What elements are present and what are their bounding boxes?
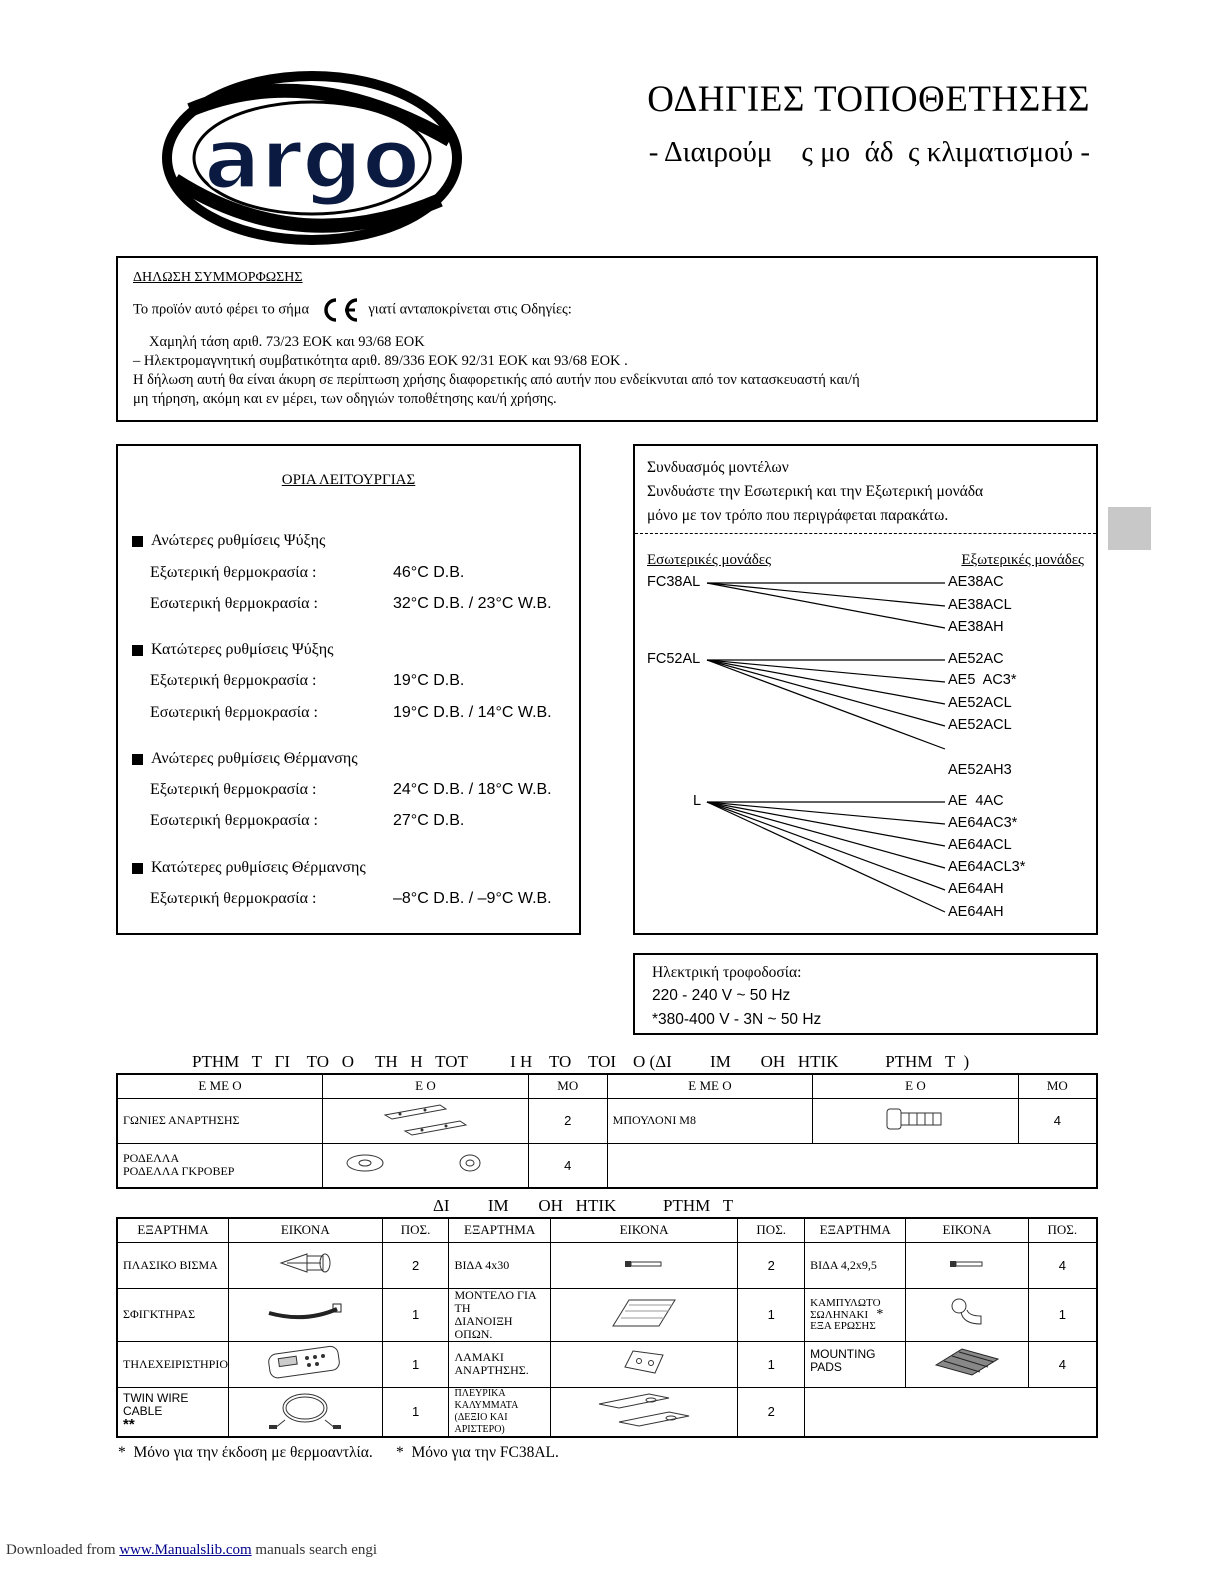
table-row [117,1288,1097,1341]
limit-value: 32°C D.B. / 23°C W.B. [393,595,552,612]
col-header: ΕΙΚΟΝΑ [229,1218,383,1242]
part-name [805,1288,906,1341]
declaration-line-1 [133,297,1081,323]
limit-label: Εξωτερική θερμοκρασία : [150,781,317,798]
col-header: ΠΟΣ. [382,1218,449,1242]
table-row [117,1242,1097,1288]
col-header: ΠΟΣ. [1028,1218,1097,1242]
indoor-model: FC52AL [647,651,701,667]
cable-image [229,1387,383,1437]
part-name-line: ΕΞΑ ΕΡΩΣΗΣ [810,1319,876,1332]
outdoor-model: AE52ACL [948,717,1012,733]
declaration-line-3: – Ηλεκτρομαγνητική συμβατικότητα αριθ. 89/336 ΕΟΚ 92/31 ΕΟΚ και 93/68 ΕΟΚ . [133,353,628,369]
outdoor-model: AE 4AC [948,793,1004,809]
part-qty: 1 [382,1387,449,1437]
page-title: ΟΔΗΓΙΕΣ ΤΟΠΟΘΕΤΗΣΗΣ [647,79,1090,120]
drain-elbow-image [906,1288,1028,1341]
page-tab-marker [1108,507,1151,550]
supplied-parts-table [116,1073,1098,1189]
declaration-line-1-post: γιατί ανταποκρίνεται στις Οδηγίες: [368,301,572,318]
side-covers-image [550,1387,738,1437]
part-name-line: (ΔΕΞΙΟ ΚΑΙ ΑΡΙΣΤΕΡΟ) [454,1411,508,1435]
part-name: ΣΦΙΓΚΤΗΡΑΣ [117,1288,229,1341]
part-qty: 1 [1028,1288,1097,1341]
part-name-line [810,1306,905,1322]
limit-value: 27°C D.B. [393,812,465,829]
indoor-model: FC38AL [647,574,701,590]
limits-section-max-cooling [132,532,325,550]
col-header: Ε Ο [813,1074,1018,1098]
part-name: MOUNTING PADS [805,1341,906,1387]
limit-row [150,781,552,799]
part-name-line: ΔΙΑΝΟΙΞΗ ΟΠΩΝ. [454,1313,513,1341]
outdoor-model: AE52AC [948,651,1004,667]
outdoor-model: AE38AH [948,619,1004,635]
part-name-line: ΚΑΜΠΥΛΩΤΟ [810,1296,881,1309]
part-name: ΤΗΛΕΧΕΙΡΙΣΤΗΡΙΟ [117,1341,229,1387]
table-row [117,1387,1097,1437]
col-header: Ε ΜΕ Ο [607,1074,813,1098]
table-header-row [117,1218,1097,1242]
declaration-line-5: μη τήρηση, ακόμη και εν μέρει, των οδηγιών τοποθέτησης και/ή χρήσης. [133,391,557,407]
col-header: ΠΟΣ. [738,1218,805,1242]
part-name [449,1341,550,1387]
outdoor-model: AE64ACL3* [948,859,1026,875]
limit-row [150,812,464,830]
outdoor-units-heading: Εξωτερικές μονάδες [961,552,1084,568]
drilling-template-icon [609,1296,679,1330]
pad-icon [932,1345,1002,1379]
section-heading: Κατώτερες ρυθμίσεις Ψύξης [151,641,334,658]
outdoor-model: AE64AC3* [948,815,1018,831]
part-qty: 2 [738,1242,805,1288]
argo-logo [160,70,465,250]
download-prefix: Downloaded from [6,1542,116,1558]
limits-section-max-heating [132,750,358,768]
outdoor-model: AE52ACL [948,695,1012,711]
table2-title: ΔΙ ΙΜ ΟΗ ΗΤΙΚ ΡΤΗΜ Τ [433,1196,734,1215]
part-name-line: ΜΟΝΤΕΛΟ ΓΙΑ ΤΗ [454,1287,536,1315]
section-heading: Ανώτερες ρυθμίσεις Ψύξης [151,532,326,549]
side-cover-icon [589,1390,699,1430]
asterisk-mark: * [876,1306,884,1322]
declaration-line-4: Η δήλωση αυτή θα είναι άκυρη σε περίπτωση χρήσης διαφορετικής από αυτήν που ενδείκνυται από τον κατασκευαστή και/ή [133,372,860,388]
table1-title: ΡΤΗΜ Τ ΓΙ ΤΟ Ο ΤΗ Η ΤΟΤ Ι Η ΤΟ ΤΟΙ Ο (ΔΙ ΙΜ ΟΗ ΗΤΙΚ ΡΤΗΜ Τ ) [192,1052,970,1071]
part-qty: 1 [738,1288,805,1341]
bullet-square-icon [132,536,143,547]
part-name: ΜΠΟΥΛΟΝΙ Μ8 [607,1098,813,1143]
col-header: Ε ΜΕ Ο [117,1074,323,1098]
part-name-line: ΡΟΔΕΛΛΑ [123,1151,180,1166]
part-name: ΠΛΑΣΙΚΟ ΒΙΣΜΑ [117,1242,229,1288]
limit-label: Εξωτερική θερμοκρασία : [150,564,317,581]
outdoor-model: AE64AH [948,881,1004,897]
plate-icon [619,1347,669,1377]
part-name-line: ΑΝΑΡΤΗΣΗΣ. [454,1363,529,1377]
limit-label: Εσωτερική θερμοκρασία : [150,812,318,829]
models-intro-line: μόνο με τον τρόπο που περιγράφεται παρακάτω. [647,507,949,524]
outdoor-model: AE38ACL [948,597,1012,613]
limit-row [150,704,552,722]
ce-mark-icon [317,297,361,323]
part-name [117,1387,229,1437]
declaration-heading: ΔΗΛΩΣΗ ΣΥΜΜΟΡΦΩΣΗΣ [133,270,303,285]
screw-icon [624,1259,664,1269]
models-intro-line: Συνδυάστε την Εσωτερική και την Εξωτερική μονάδα [647,483,984,500]
screw-icon [949,1259,985,1269]
part-qty: 4 [528,1143,607,1188]
clamp-image [229,1288,383,1341]
col-header: ΜΟ [1018,1074,1097,1098]
section-heading: Κατώτερες ρυθμίσεις Θέρμανσης [151,859,366,876]
bolt-image [813,1098,1018,1143]
hanging-bracket-image [323,1098,529,1143]
col-header: ΕΞΑΡΤΗΜΑ [117,1218,229,1242]
power-label: Ηλεκτρική τροφοδοσία: [652,964,802,981]
model-connection-lines [635,446,1100,937]
table-header-row [117,1074,1097,1098]
table-row [117,1098,1097,1143]
plug-image [229,1242,383,1288]
indoor-units-heading: Εσωτερικές μονάδες [647,552,772,568]
page-subtitle: - Διαιρούμ ς μο άδ ς κλιματισμού - [648,136,1090,168]
limit-label: Εσωτερική θερμοκρασία : [150,595,318,612]
limit-label: Εξωτερική θερμοκρασία : [150,672,317,689]
limit-label: Εξωτερική θερμοκρασία : [150,890,317,907]
limit-value: 19°C D.B. [393,672,465,689]
outdoor-model: AE52AH3 [948,762,1012,778]
part-qty: 2 [738,1387,805,1437]
models-intro-line: Συνδυασμός μοντέλων [647,459,789,476]
bullet-square-icon [132,645,143,656]
limit-value: 19°C D.B. / 14°C W.B. [393,704,552,721]
part-name: ΓΩΝΙΕΣ ΑΝΑΡΤΗΣΗΣ [117,1098,323,1143]
indoor-model: L [693,793,702,809]
model-combinations-box [633,444,1098,935]
part-name [449,1387,550,1437]
limits-title: ΟΡΙΑ ΛΕΙΤΟΥΡΓΙΑΣ [281,472,416,488]
elbow-pipe-icon [947,1296,987,1330]
double-asterisk-mark: ** [123,1416,135,1433]
power-supply-box [633,953,1098,1035]
col-header: ΕΞΑΡΤΗΜΑ [805,1218,906,1242]
limit-row [150,672,464,690]
part-name-line: ΛΑΜΑΚΙ [454,1350,504,1364]
table-row [117,1143,1097,1188]
limits-section-min-cooling [132,641,334,659]
download-footer [6,1542,377,1559]
empty-cell [805,1387,1097,1437]
limit-row [150,890,552,908]
part-qty: 2 [528,1098,607,1143]
empty-cell [607,1143,1097,1188]
col-header: Ε Ο [323,1074,529,1098]
col-header: ΕΙΚΟΝΑ [550,1218,738,1242]
washer-icon [345,1150,505,1176]
screw-image [550,1242,738,1288]
part-qty: 1 [738,1341,805,1387]
bullet-square-icon [132,754,143,765]
bullet-square-icon [132,863,143,874]
limit-row [150,564,464,582]
outdoor-model: AE64ACL [948,837,1012,853]
optional-accessories-table [116,1217,1098,1438]
mounting-pads-image [906,1341,1028,1387]
operating-limits-box [116,444,581,935]
outdoor-model: AE64AH [948,904,1004,920]
download-suffix: manuals search engi [255,1542,378,1558]
outdoor-model: AE38AC [948,574,1004,590]
limit-value: 46°C D.B. [393,564,465,581]
col-header: ΜΟ [528,1074,607,1098]
declaration-line-2: Χαμηλή τάση αριθ. 73/23 ΕΟΚ και 93/68 ΕΟΚ [149,334,425,350]
part-name-line: ΠΛΕΥΡΙΚΑ ΚΑΛΥΜΜΑΤΑ [454,1387,519,1411]
part-name-text: ΣΩΛΗΝΑΚΙ [810,1308,869,1321]
cable-tie-icon [265,1301,345,1325]
logo-text: argo [204,110,420,208]
template-image [550,1288,738,1341]
part-name-line: TWIN WIRE CABLE [123,1391,189,1418]
part-qty: 2 [382,1242,449,1288]
declaration-box [116,256,1098,422]
part-qty: 4 [1018,1098,1097,1143]
part-qty: 1 [382,1288,449,1341]
part-name [117,1143,323,1188]
table-row [117,1341,1097,1387]
wall-plug-icon [277,1248,333,1278]
part-name-line: ΡΟΔΕΛΛΑ ΓΚΡΟΒΕΡ [123,1164,235,1179]
small-screw-image [906,1242,1028,1288]
footnote: * Μόνο για την έκδοση με θερμοαντλία. * Μόνο για την FC38AL. [118,1444,559,1461]
part-name: ΒΙΔΑ 4,2x9,5 [805,1242,906,1288]
power-line-2: *380-400 V - 3N ~ 50 Hz [652,1011,822,1028]
limits-section-min-heating [132,859,366,877]
part-qty: 1 [382,1341,449,1387]
bracket-icon [380,1101,470,1137]
part-qty: 4 [1028,1242,1097,1288]
section-heading: Ανώτερες ρυθμίσεις Θέρμανσης [151,750,358,767]
col-header: ΕΞΑΡΤΗΜΑ [449,1218,550,1242]
limit-value: 24°C D.B. / 18°C W.B. [393,781,552,798]
declaration-line-1-pre: Το προϊόν αυτό φέρει το σήμα [133,301,310,318]
part-name [449,1288,550,1341]
power-line-1: 220 - 240 V ~ 50 Hz [652,987,791,1004]
limit-value: –8°C D.B. / –9°C W.B. [393,890,552,907]
hanging-plate-image [550,1341,738,1387]
washer-image [323,1143,529,1188]
remote-image [229,1341,383,1387]
limit-row [150,595,552,613]
outdoor-model: AE5 AC3* [948,672,1017,688]
bolt-icon [885,1105,945,1133]
cable-coil-icon [265,1390,345,1430]
part-name: ΒΙΔΑ 4x30 [449,1242,550,1288]
remote-control-icon [265,1344,345,1380]
part-qty: 4 [1028,1341,1097,1387]
col-header: ΕΙΚΟΝΑ [906,1218,1028,1242]
limit-label: Εσωτερική θερμοκρασία : [150,704,318,721]
manualslib-link[interactable]: www.Manualslib.com [119,1542,252,1558]
